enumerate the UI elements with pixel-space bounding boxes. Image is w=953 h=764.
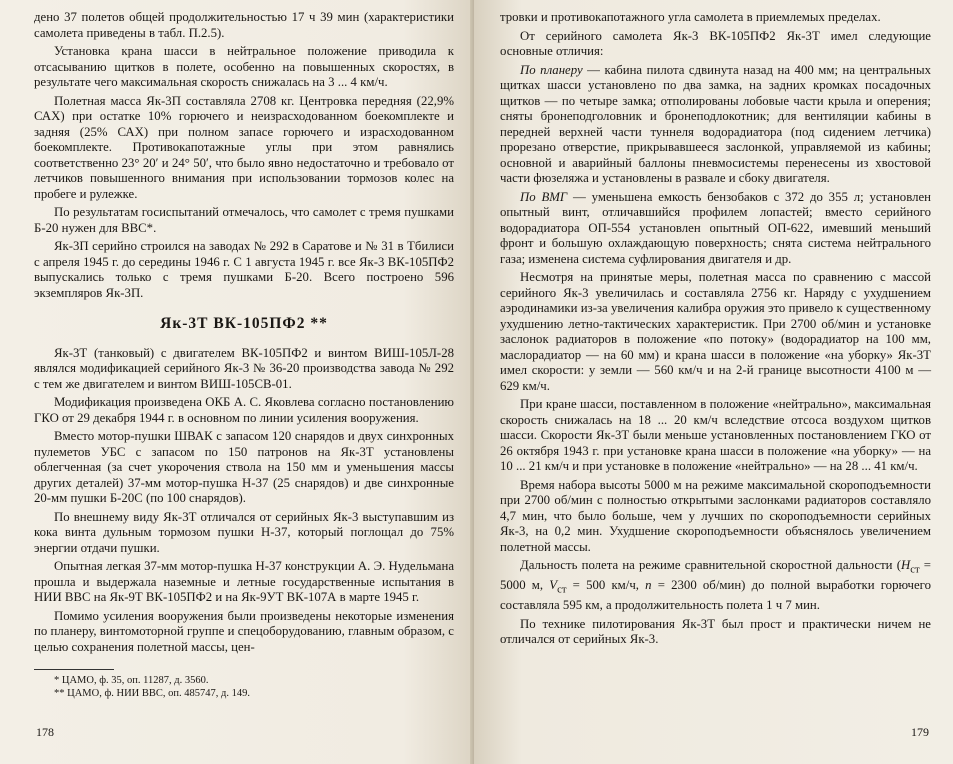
paragraph: дено 37 полетов общей продолжительностью 17 ч 39 мин (характеристики самолета приведены в табл. П.2.5).	[34, 10, 454, 40]
paragraph: Вместо мотор-пушки ШВАК с запасом 120 снарядов и двух синхронных пулеметов УБС с запасом по 150 патронов на Як-3Т установлены облегченная (за счет укорочения ствола на 150 мм и уменьшения массы других деталей) 37-мм мотор-пушка Н-37 (25 снарядов) и две синхронные 20-мм пушки Б-20С (по 100 снарядов).	[34, 429, 454, 505]
formula-subscript: ст	[910, 564, 920, 576]
text-run: = 500 км/ч,	[566, 578, 646, 593]
paragraph: тровки и противокапотажного угла самолета в приемлемых пределах.	[500, 10, 881, 24]
paragraph-body: — уменьшена емкость бензобаков с 372 до 355 л; установлен опытный винт, отличавшийся профилем лопастей; вместо серийного водорадиатора ОП-554 установлен опытный ОП-622, имевший меньший фронт и большую охлаждающую поверхность; снята система нейтрального газа; изменена система суфлирования двигателя и др.	[500, 189, 931, 266]
paragraph: При кране шасси, поставленном в положение «нейтрально», максимальная скорость снижалась на 18 ... 20 км/ч вследствие отсоса воздухом щитков шасси. Скорости Як-3Т были меньше установленных постановлением ГКО от 26 октября 1943 г. при установке крана шасси в положение «на уборку» — на 10 ... 21 км/ч и при установке в положение «нейтрально» — на 28 ... 41 км/ч.	[500, 397, 931, 473]
paragraph: По внешнему виду Як-3Т отличался от серийных Як-3 выступавшим из кока винта дульным тормозом пушки Н-37, который поглощал до 75% энергии отдачи пушки.	[34, 509, 454, 555]
formula-subscript: ст	[557, 584, 567, 596]
paragraph	[500, 190, 931, 268]
footnote: * ЦАМО, ф. 35, оп. 11287, д. 3560.	[54, 675, 209, 686]
right-page-text	[500, 10, 931, 648]
paragraph-lead: По ВМГ	[520, 189, 568, 204]
left-page-text	[34, 10, 454, 655]
paragraph: От серийного самолета Як-3 ВК-105ПФ2 Як-3Т имел следующие основные отличия:	[500, 28, 931, 58]
paragraph-body: — кабина пилота сдвинута назад на 400 мм; на центральных щитках шасси установлено по два замка, на задних кромках посадочных щитков — по четыре замка; отполированы лобовые части крыла и оперения; сняты бронеподголовник и бронеподлокотник; для вентиляции кабины в передней верхней части туннеля водорадиатора (под сидением летчика) прорезано отверстие, прикрывавшееся заслонкой, управляемой из кабины; основной и аварийный баллоны пневмосистемы перенесены из хвостовой части фюзеляжа и установлены в развале и сбоку двигателя.	[500, 62, 932, 185]
formula-symbol: V	[549, 578, 558, 593]
paragraph: Як-3Т (танковый) с двигателем ВК-105ПФ2 и винтом ВИШ-105Л-28 являлся модификацией серийного Як-3 № 36-20 производства завода № 292 с тем же двигателем и винтом ВИШ-105СВ-01.	[34, 345, 454, 391]
text-run: Дальность полета на режиме сравнительной скоростной дальности (	[520, 558, 901, 572]
paragraph: По результатам госиспытаний отмечалось, что самолет с тремя пушками Б-20 нужен для ВВС*.	[34, 205, 454, 235]
section-heading: Як-3Т ВК-105ПФ2 **	[160, 315, 328, 332]
formula-symbol: H	[900, 558, 911, 572]
paragraph	[500, 558, 931, 614]
paragraph: По технике пилотирования Як-3Т был прост и практически ничем не отличался от серийных Як-3.	[500, 616, 931, 647]
paragraph: Модификация произведена ОКБ А. С. Яковлева согласно постановлению ГКО от 29 декабря 1944 г. в основном по линии усиления вооружения.	[34, 395, 454, 425]
page-number: 179	[911, 725, 929, 739]
paragraph: Установка крана шасси в нейтральное положение приводила к отсасыванию щитков в полете, особенно на повышенных скоростях, в результате чего максимальная скорость снижалась на 3 ... 4 км/ч.	[34, 44, 454, 89]
paragraph: Несмотря на принятые меры, полетная масса по сравнению с массой серийного Як-3 увеличилась и составляла 2756 кг. Наряду с ухудшением аэродинамики из-за увеличения калибра оружия это привело к существенному ухудшению летно-тактических характеристик. При 2700 об/мин и установке заслонок радиаторов в положение «по потоку» (водорадиатор на 100 мм, маслорадиатор — на 60 мм) и крана шасси в положение «на уборку» Як-3Т имел скорости: у земли — 560 км/ч и на 2-й границе высотности 4100 м — 629 км/ч.	[500, 270, 931, 393]
paragraph: Помимо усиления вооружения были произведены некоторые изменения по планеру, винтомоторной группе и спецоборудованию, главным образом, с целью сохранения полетной массы, цен-	[34, 608, 454, 654]
paragraph: Время набора высоты 5000 м на режиме максимальной скороподъемности при 2700 об/мин с полностью открытыми заслонками радиаторов составляло 4,7 мин, что было больше, чем у лучших по скороподъемности серийных Як-3, на 0,2 мин. Ухудшение скороподъемности объяснялось увеличением полетной массы.	[500, 477, 931, 554]
paragraph: Як-3П серийно строился на заводах № 292 в Саратове и № 31 в Тбилиси с апреля 1945 г. до середины 1946 г. С 1 августа 1945 г. все Як-3 ВК-105ПФ2 выпускались только с тремя пушками Б-20. Всего построено 596 экземпляров Як-3П.	[34, 239, 454, 300]
text-run: = 5000 м,	[500, 558, 931, 593]
paragraph: Опытная легкая 37-мм мотор-пушка Н-37 конструкции А. Э. Нудельмана прошла и выдержала наземные и летные государственные испытания в НИИ ВВС на Як-9Т ВК-105ПФ2 и на Як-9УТ ВК-107А в марте 1945 г.	[34, 559, 454, 604]
paragraph	[500, 63, 931, 187]
page-number: 178	[36, 725, 54, 739]
paragraph: Полетная масса Як-3П составляла 2708 кг. Центровка передняя (22,9% САХ) при остатке 10% горючего и неизрасходованном боекомплекте и задняя (25% САХ) при полном запасе горючего и израсходованном боекомплекте. Противокапотажные углы при этом равнялись соответственно 23° 20′ и 24° 50′, что было явно недостаточно и требовало от летчиков повышенного внимания при использовании тормозов колес на пробеге и рулежке.	[34, 93, 454, 201]
left-page	[0, 0, 474, 764]
footnote: ** ЦАМО, ф. НИИ ВВС, оп. 485747, д. 149.	[54, 688, 250, 699]
footnote-divider	[34, 669, 114, 670]
text-run: = 2300 об/мин) до полной выработки горючего составляла 595 км, а продолжительность полета 1 ч 7 мин.	[500, 578, 931, 613]
paragraph-lead: По планеру	[520, 62, 583, 77]
right-page	[474, 0, 953, 764]
formula-symbol: n	[645, 578, 652, 593]
